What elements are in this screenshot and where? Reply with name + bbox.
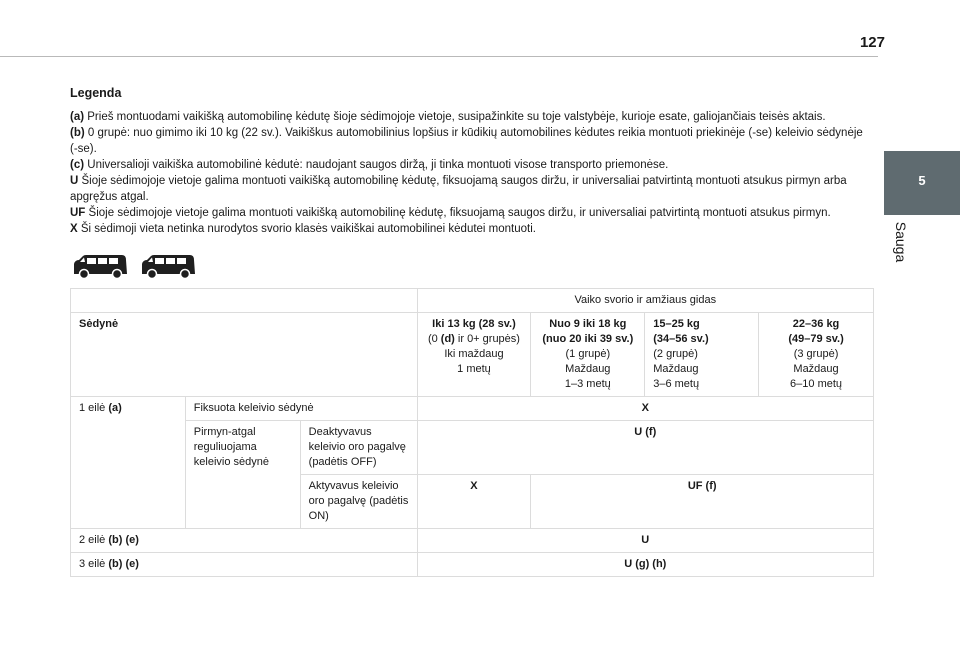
table-cell	[71, 289, 418, 313]
table-value: UF (f)	[531, 475, 874, 529]
table-value: X	[417, 397, 873, 421]
table-row	[71, 553, 874, 577]
table-row	[71, 313, 874, 397]
seat-column-label: Sėdynė	[71, 313, 418, 397]
row-label: 2 eilė (b) (e)	[71, 529, 418, 553]
legend-item: (b) 0 grupė: nuo gimimo iki 10 kg (22 sv.). Vaikiškus automobilinius lopšius ir kūdikių automobilines kėdutes reikia montuoti priekinėje (-se) keleivio sėdynėje (-se).	[70, 127, 863, 155]
row-sublabel: Fiksuota keleivio sėdynė	[185, 397, 417, 421]
weight-group-2: 15–25 kg (34–56 sv.) (2 grupė) Maždaug 3–6 metų	[645, 313, 759, 397]
table-value: U (f)	[417, 421, 873, 475]
table-value: X	[417, 475, 531, 529]
row-sublabel: Pirmyn-atgal reguliuojama keleivio sėdynė	[185, 421, 300, 529]
legend-item: (c) Universalioji vaikiška automobilinė kėdutė: naudojant saugos diržą, ji tinka montuoti visose transporto priemonėse.	[70, 159, 669, 171]
page-number: 127	[859, 34, 885, 51]
weight-group-0: Iki 13 kg (28 sv.) (0 (d) ir 0+ grupės) Iki maždaug 1 metų	[417, 313, 531, 397]
row-label: 3 eilė (b) (e)	[71, 553, 418, 577]
chapter-label	[891, 216, 911, 268]
vehicle-icons	[70, 252, 198, 280]
table-row	[71, 529, 874, 553]
table-header-row	[71, 289, 874, 313]
legend-item: (a) Prieš montuodami vaikišką automobilinę kėdutę šioje sėdimojoje vietoje, susipažinkite su toje valstybėje, kurioje esate, galiojančiais teisės aktais.	[70, 111, 826, 123]
legend-item: U Šioje sėdimojoje vietoje galima montuoti vaikišką automobilinę kėdutę, fiksuojamą saugos diržu, ir universaliai patvirtintą montuoti atsukus pirmyn arba apgręžus atgal.	[70, 175, 847, 203]
child-seat-table	[70, 288, 874, 577]
row-label: 1 eilė (a)	[71, 397, 186, 529]
legend-title: Legenda	[70, 86, 122, 100]
van-icon	[138, 252, 198, 280]
top-divider	[0, 56, 878, 57]
table-row	[71, 421, 874, 475]
van-icon	[70, 252, 130, 280]
chapter-label-text: Sauga	[893, 221, 909, 263]
weight-group-1: Nuo 9 iki 18 kg (nuo 20 iki 39 sv.) (1 grupė) Maždaug 1–3 metų	[531, 313, 645, 397]
chapter-number: 5	[918, 173, 926, 188]
table-value: U (g) (h)	[417, 553, 873, 577]
chapter-tab[interactable]	[884, 151, 960, 215]
legend-item: X Ši sėdimoji vieta netinka nurodytos svorio klasės vaikiškai automobilinei kėdutei montuoti.	[70, 223, 536, 235]
weight-group-3: 22–36 kg (49–79 sv.) (3 grupė) Maždaug 6–10 metų	[759, 313, 874, 397]
table-value: U	[417, 529, 873, 553]
legend-section	[70, 85, 870, 237]
airbag-on-label: Aktyvavus keleivio oro pagalvę (padėtis ON)	[300, 475, 417, 529]
table-row	[71, 397, 874, 421]
airbag-off-label: Deaktyvavus keleivio oro pagalvę (padėtis OFF)	[300, 421, 417, 475]
legend-item: UF Šioje sėdimojoje vietoje galima montuoti vaikišką automobilinę kėdutę, fiksuojamą saugos diržu, ir universaliai patvirtintą montuoti atsukus pirmyn.	[70, 207, 831, 219]
table-header: Vaiko svorio ir amžiaus gidas	[417, 289, 873, 313]
